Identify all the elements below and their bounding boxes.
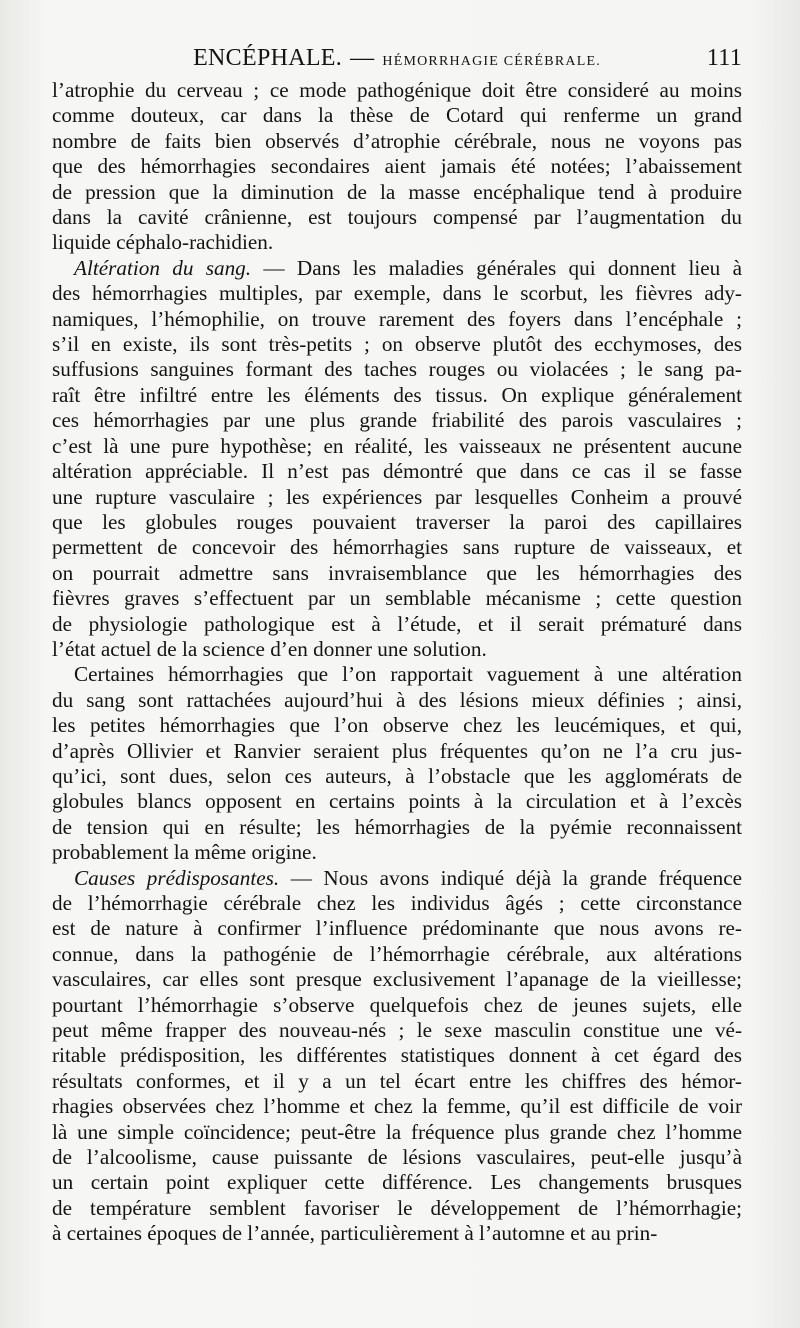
text-line (52, 129, 742, 154)
line-text: namiques, l’hémophilie, on trouve rarement des foyers dans l’encéphale ; (52, 306, 742, 331)
line-text: l’atrophie du cerveau ; ce mode pathogénique doit être consideré au moins (52, 78, 742, 102)
line-text: à certaines époques de l’année, particulièrement à l’automne et au prin- (52, 1221, 658, 1246)
line-text: de l’hémorrhagie cérébrale chez les individus âgés ; cette circonstance (52, 891, 742, 915)
text-line (52, 739, 742, 764)
text-line (52, 637, 742, 662)
line-text: une rupture vasculaire ; les expériences par lesquelles Conheim a prouvé (52, 484, 742, 509)
line-text: globules blancs opposent en certains points à la circulation et à l’excès (52, 789, 742, 814)
section-title: HÉMORRHAGIE CÉRÉBRALE. (382, 54, 601, 69)
line-text: qu’ici, sont dues, selon ces auteurs, à l’obstacle que les agglomérats de (52, 763, 742, 788)
line-text: de physiologie pathologique est à l’étude, et il serait prématuré dans (52, 611, 742, 636)
text-line (52, 154, 742, 179)
line-text: c’est là une pure hypothèse; en réalité, les vaisseaux ne présentent aucune (52, 433, 742, 458)
line-text: du sang sont rattachées aujourd’hui à des lésions mieux définies ; ainsi, (52, 687, 742, 712)
paragraph (52, 78, 742, 256)
line-text: peut même frapper des nouveau-nés ; le sexe masculin constitue une vé- (52, 1018, 742, 1043)
text-line (52, 1018, 742, 1043)
line-text: l’état actuel de la science d’en donner une solution. (52, 636, 487, 661)
line-text: — Dans les maladies générales qui donnent lieu à (251, 255, 743, 280)
paragraph (52, 662, 742, 865)
text-line (52, 78, 742, 103)
line-text: nombre de faits bien observés d’atrophie cérébrale, nous ne voyons pas (52, 128, 742, 153)
line-text: de tension qui en résulte; les hémorrhagies de la pyémie reconnaissent (52, 814, 742, 839)
paragraph (52, 256, 742, 663)
line-text: comme douteux, car dans la thèse de Cotard qui renferme un grand (52, 103, 742, 128)
paragraph-lead: Altération du sang. (74, 255, 252, 280)
line-text: pourtant l’hémorrhagie s’observe quelquefois chez de jeunes sujets, elle (52, 992, 742, 1017)
text-line (52, 383, 742, 408)
text-line (52, 713, 742, 738)
text-line (52, 1094, 742, 1119)
text-line (52, 1196, 742, 1221)
text-line (52, 815, 742, 840)
line-text: permettent de concevoir des hémorrhagies sans rupture de vaisseaux, et (52, 535, 742, 560)
running-head (52, 38, 742, 78)
text-line (52, 1043, 742, 1068)
header-dash: — (350, 45, 375, 71)
text-line (52, 1069, 742, 1094)
line-text: des hémorrhagies multiples, par exemple, dans le scorbut, les fièvres ady- (52, 281, 742, 306)
line-text: altération appréciable. Il n’est pas démontré que dans ce cas il se fasse (52, 459, 742, 484)
line-text: de température semblent favoriser le développement de l’hémorrhagie; (52, 1195, 742, 1220)
line-text: ritable prédisposition, les différentes statistiques donnent à cet égard des (52, 1043, 742, 1068)
line-text: est de nature à confirmer l’influence prédominante que nous avons re- (52, 916, 742, 941)
text-line (52, 1120, 742, 1145)
text-line (52, 103, 742, 128)
line-text: que des hémorrhagies secondaires aient jamais été notées; l’abaissement (52, 154, 742, 179)
line-text: raît être infiltré entre les éléments des tissus. On explique généralement (52, 382, 742, 407)
text-line (52, 459, 742, 484)
text-line (52, 1221, 742, 1246)
line-text: connue, dans la pathogénie de l’hémorrhagie cérébrale, aux altérations (52, 941, 742, 966)
text-line (52, 942, 742, 967)
line-text: suffusions sanguines formant des taches rouges ou violacées ; le sang pa- (52, 357, 742, 382)
text-line (52, 434, 742, 459)
line-text: — Nous avons indiqué déjà la grande fréquence (279, 865, 743, 890)
page-number: 111 (706, 45, 742, 71)
text-line (52, 967, 742, 992)
line-text: fièvres graves s’effectuent par un semblable mécanisme ; cette question (52, 586, 742, 611)
text-line (52, 789, 742, 814)
text-line (52, 764, 742, 789)
text-line (52, 1170, 742, 1195)
line-text: Certaines hémorrhagies que l’on rapportait vaguement à une altération (74, 662, 742, 687)
text-line (52, 281, 742, 306)
text-line (52, 535, 742, 560)
text-line (52, 586, 742, 611)
line-text: les petites hémorrhagies que l’on observe chez les leucémiques, et qui, (52, 713, 742, 738)
line-text: rhagies observées chez l’homme et chez la femme, qu’il est difficile de voir (52, 1094, 742, 1119)
text-line (52, 510, 742, 535)
line-text: on pourrait admettre sans invraisemblance que les hémorrhagies des (52, 560, 742, 585)
text-line (52, 307, 742, 332)
line-text: ces hémorrhagies par une plus grande friabilité des parois vasculaires ; (52, 408, 742, 433)
text-line (52, 688, 742, 713)
body-text (52, 78, 742, 1247)
text-line (52, 332, 742, 357)
line-text: un certain point expliquer cette différence. Les changements brusques (52, 1170, 742, 1195)
text-line (52, 408, 742, 433)
line-text: s’il en existe, ils sont très-petits ; on observe plutôt des ecchymoses, des (52, 332, 742, 357)
chapter-title: ENCÉPHALE. (193, 45, 343, 71)
line-text: d’après Ollivier et Ranvier seraient plus fréquentes qu’on ne l’a cru jus- (52, 738, 742, 763)
line-text: de l’alcoolisme, cause puissante de lésions vasculaires, peut-elle jusqu’à (52, 1145, 742, 1170)
line-text: liquide céphalo-rachidien. (52, 230, 274, 255)
text-line (52, 866, 742, 891)
text-line (52, 256, 742, 281)
line-text: là une simple coïncidence; peut-être la fréquence plus grande chez l’homme (52, 1119, 742, 1144)
text-line (52, 180, 742, 205)
line-text: probablement la même origine. (52, 840, 317, 865)
text-line (52, 561, 742, 586)
text-line (52, 891, 742, 916)
line-text: dans la cavité crânienne, est toujours compensé par l’augmentation du (52, 205, 742, 230)
paragraph-lead: Causes prédisposantes. (74, 865, 280, 890)
line-text: résultats conformes, et il y a un tel écart entre les chiffres des hémor- (52, 1068, 742, 1093)
text-line (52, 230, 742, 255)
text-line (52, 485, 742, 510)
text-line (52, 357, 742, 382)
text-line (52, 205, 742, 230)
text-line (52, 662, 742, 687)
text-line (52, 612, 742, 637)
line-text: que les globules rouges pouvaient traverser la paroi des capillaires (52, 509, 742, 534)
text-line (52, 993, 742, 1018)
text-line (52, 916, 742, 941)
paragraph (52, 866, 742, 1247)
line-text: de pression que la diminution de la masse encéphalique tend à produire (52, 179, 742, 204)
text-line (52, 1145, 742, 1170)
line-text: vasculaires, car elles sont presque exclusivement l’apanage de la vieillesse; (52, 967, 742, 992)
text-line (52, 840, 742, 865)
